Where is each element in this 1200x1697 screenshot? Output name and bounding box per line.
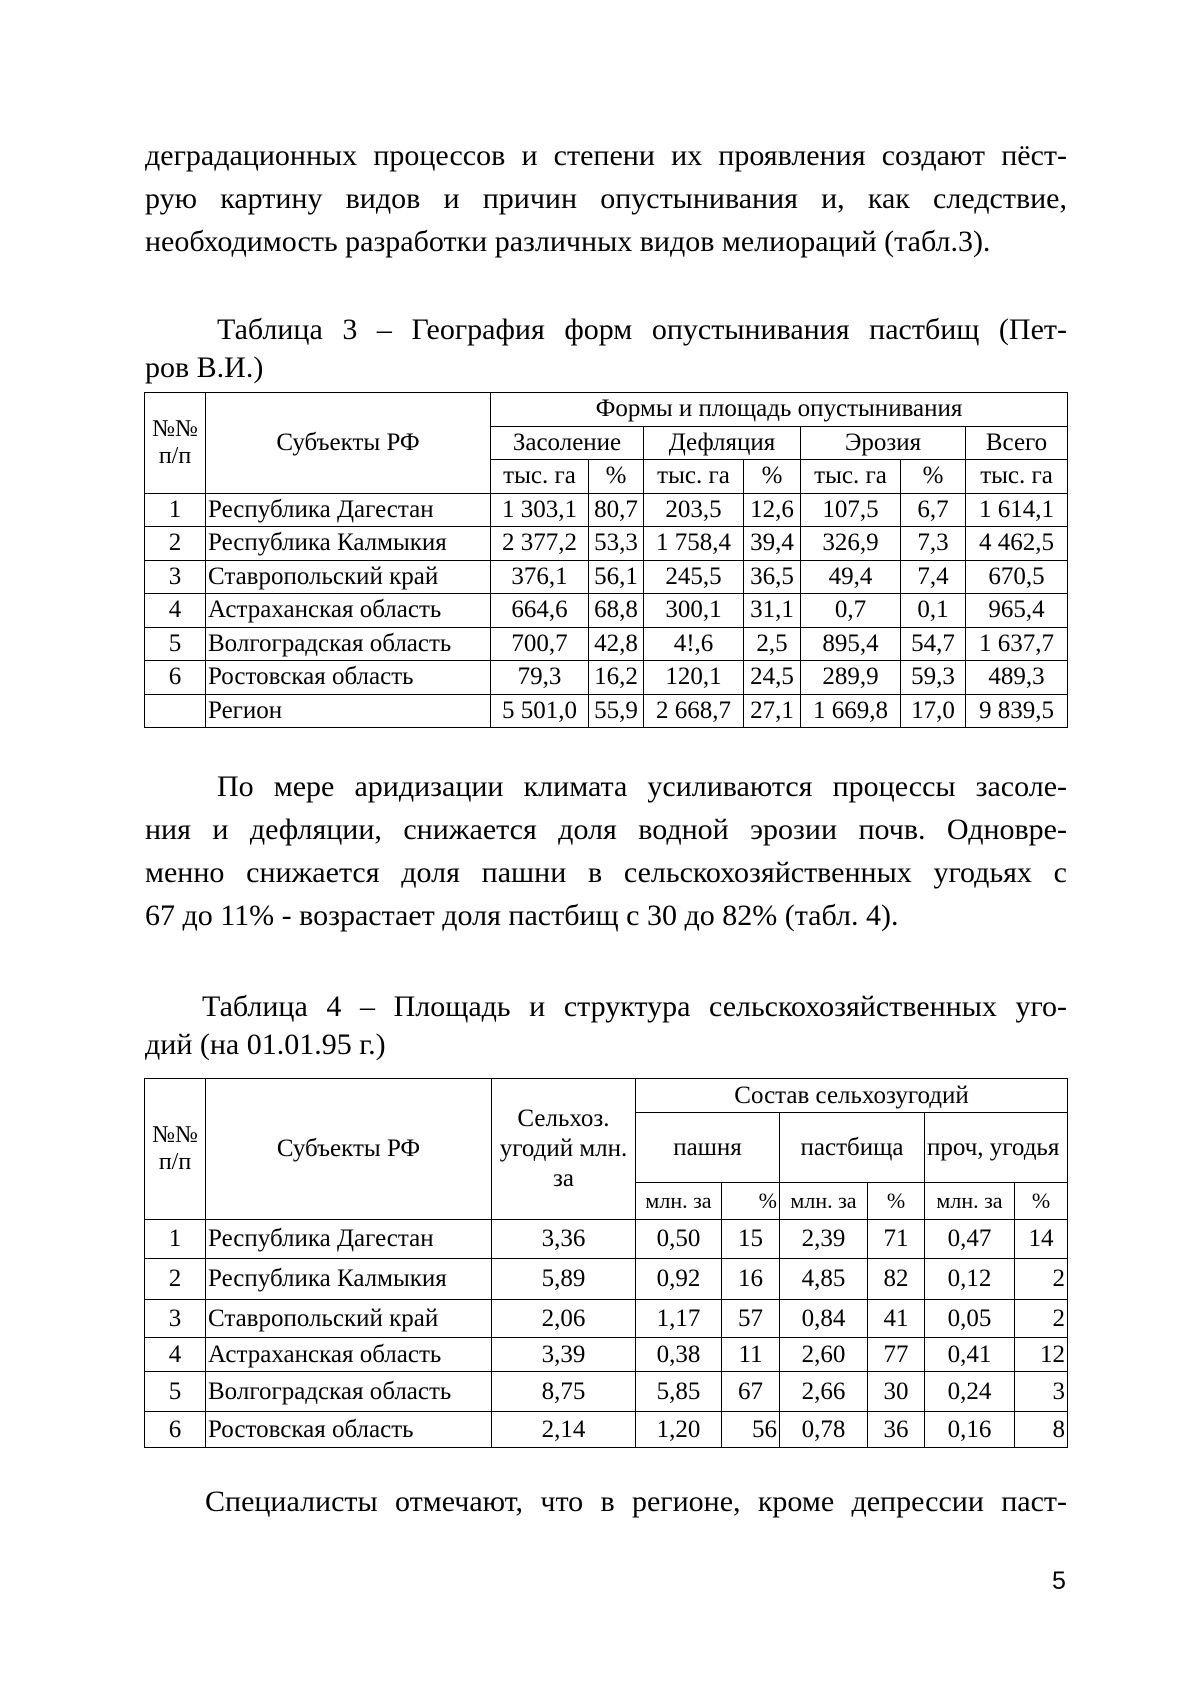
header-proch: проч, угодья xyxy=(925,1113,1068,1183)
cell-num xyxy=(145,694,206,728)
cell-value: 2,5 xyxy=(744,627,801,661)
table3-caption xyxy=(145,311,1067,387)
cell-value: 1 303,1 xyxy=(491,493,589,527)
cell-value: 39,4 xyxy=(744,527,801,561)
cell-value: 7,4 xyxy=(901,560,966,594)
header-num: №№ п/п xyxy=(145,1079,206,1220)
unit-cell: тыс. га xyxy=(966,460,1068,494)
cell-value: 0,12 xyxy=(925,1259,1015,1300)
caption-line: дий (на 01.01.95 г.) xyxy=(145,1028,386,1061)
cell-value: 120,1 xyxy=(644,661,744,695)
pct-cell: % xyxy=(722,1183,780,1220)
cell-value: 27,1 xyxy=(744,694,801,728)
page-number: 5 xyxy=(1052,1567,1066,1595)
cell-value: 5,85 xyxy=(636,1372,722,1412)
table-row xyxy=(145,1372,1068,1412)
cell-num: 1 xyxy=(145,493,206,527)
cell-value: 3,36 xyxy=(492,1220,636,1259)
header-deflyaciya: Дефляция xyxy=(644,426,801,460)
pct-cell: % xyxy=(868,1183,925,1220)
cell-value: 4,85 xyxy=(780,1259,868,1300)
cell-value: 55,9 xyxy=(589,694,644,728)
cell-value: 30 xyxy=(868,1372,925,1412)
cell-subject: Республика Калмыкия xyxy=(206,527,491,561)
cell-num: 2 xyxy=(145,1259,206,1300)
cell-subject: Регион xyxy=(206,694,491,728)
cell-value: 41 xyxy=(868,1300,925,1338)
cell-value: 376,1 xyxy=(491,560,589,594)
cell-value: 36 xyxy=(868,1412,925,1448)
header-zasolenie: Засоление xyxy=(491,426,644,460)
cell-value: 56 xyxy=(722,1412,780,1448)
cell-subject: Астраханская область xyxy=(206,594,491,628)
table4-header-row xyxy=(145,1079,1068,1113)
cell-value: 71 xyxy=(868,1220,925,1259)
text-line: рую картину видов и причин опустынивания и, как следствие, xyxy=(145,182,1067,215)
cell-value: 0,38 xyxy=(636,1338,722,1372)
cell-value: 0,05 xyxy=(925,1300,1015,1338)
cell-value: 0,7 xyxy=(801,594,901,628)
unit-cell: тыс. га xyxy=(491,460,589,494)
cell-value: 289,9 xyxy=(801,661,901,695)
cell-value: 16 xyxy=(722,1259,780,1300)
cell-value: 1,20 xyxy=(636,1412,722,1448)
cell-num: 4 xyxy=(145,1338,206,1372)
cell-value: 0,78 xyxy=(780,1412,868,1448)
table-row-total xyxy=(145,694,1068,728)
cell-value: 14 xyxy=(1015,1220,1068,1259)
cell-value: 2,66 xyxy=(780,1372,868,1412)
cell-subject: Астраханская область xyxy=(206,1338,492,1372)
cell-value: 82 xyxy=(868,1259,925,1300)
cell-num: 2 xyxy=(145,527,206,561)
table-row xyxy=(145,1338,1068,1372)
cell-value: 3 xyxy=(1015,1372,1068,1412)
cell-num: 6 xyxy=(145,661,206,695)
cell-value: 670,5 xyxy=(966,560,1068,594)
pct-cell: % xyxy=(744,460,801,494)
cell-value: 2,39 xyxy=(780,1220,868,1259)
cell-value: 2,14 xyxy=(492,1412,636,1448)
cell-subject: Волгоградская область xyxy=(206,627,491,661)
cell-value: 49,4 xyxy=(801,560,901,594)
cell-subject: Республика Калмыкия xyxy=(206,1259,492,1300)
cell-value: 7,3 xyxy=(901,527,966,561)
table-row xyxy=(145,493,1068,527)
cell-value: 3,39 xyxy=(492,1338,636,1372)
text-line: Специалисты отмечают, что в регионе, кроме депрессии паст- xyxy=(205,1485,1067,1518)
cell-value: 1 614,1 xyxy=(966,493,1068,527)
header-composition-group: Состав сельхозугодий xyxy=(636,1079,1068,1113)
cell-value: 2 668,7 xyxy=(644,694,744,728)
cell-value: 2 xyxy=(1015,1259,1068,1300)
cell-value: 0,41 xyxy=(925,1338,1015,1372)
cell-value: 1 669,8 xyxy=(801,694,901,728)
table3 xyxy=(144,392,1068,728)
header-forms-group: Формы и площадь опустынивания xyxy=(491,393,1068,427)
cell-value: 56,1 xyxy=(589,560,644,594)
cell-value: 2 377,2 xyxy=(491,527,589,561)
cell-value: 77 xyxy=(868,1338,925,1372)
cell-value: 79,3 xyxy=(491,661,589,695)
header-pashnya: пашня xyxy=(636,1113,780,1183)
caption-line: Таблица 3 – География форм опустынивания пастбищ (Пет- xyxy=(217,313,1067,346)
pct-cell: % xyxy=(589,460,644,494)
cell-value: 16,2 xyxy=(589,661,644,695)
cell-value: 0,84 xyxy=(780,1300,868,1338)
cell-value: 2,60 xyxy=(780,1338,868,1372)
cell-value: 17,0 xyxy=(901,694,966,728)
text-line: необходимость разработки различных видов мелиораций (табл.3). xyxy=(145,225,991,258)
cell-value: 0,47 xyxy=(925,1220,1015,1259)
text-line: менно снижается доля пашни в сельскохозяйственных угодьях с xyxy=(145,856,1067,889)
header-vsego: Всего xyxy=(966,426,1068,460)
cell-value: 1 637,7 xyxy=(966,627,1068,661)
cell-value: 245,5 xyxy=(644,560,744,594)
cell-value: 68,8 xyxy=(589,594,644,628)
cell-value: 0,92 xyxy=(636,1259,722,1300)
cell-value: 1,17 xyxy=(636,1300,722,1338)
cell-num: 1 xyxy=(145,1220,206,1259)
cell-subject: Республика Дагестан xyxy=(206,1220,492,1259)
table-row xyxy=(145,1220,1068,1259)
cell-value: 5 501,0 xyxy=(491,694,589,728)
table-row xyxy=(145,1300,1068,1338)
cell-value: 700,7 xyxy=(491,627,589,661)
cell-subject: Республика Дагестан xyxy=(206,493,491,527)
cell-value: 5,89 xyxy=(492,1259,636,1300)
cell-value: 12,6 xyxy=(744,493,801,527)
table-row xyxy=(145,594,1068,628)
cell-subject: Ростовская область xyxy=(206,1412,492,1448)
unit-cell: тыс. га xyxy=(801,460,901,494)
header-total: Сельхоз. угодий млн. за xyxy=(492,1079,636,1220)
table-row xyxy=(145,661,1068,695)
cell-value: 0,24 xyxy=(925,1372,1015,1412)
cell-num: 4 xyxy=(145,594,206,628)
cell-value: 53,3 xyxy=(589,527,644,561)
cell-value: 895,4 xyxy=(801,627,901,661)
cell-value: 664,6 xyxy=(491,594,589,628)
cell-value: 0,50 xyxy=(636,1220,722,1259)
cell-value: 59,3 xyxy=(901,661,966,695)
header-subject: Субъекты РФ xyxy=(206,1079,492,1220)
cell-value: 0,16 xyxy=(925,1412,1015,1448)
cell-value: 4 462,5 xyxy=(966,527,1068,561)
text-line: деградационных процессов и степени их проявления создают пёст- xyxy=(145,139,1067,172)
paragraph-specialists xyxy=(145,1480,1067,1523)
paragraph-intro xyxy=(145,134,1067,263)
cell-value: 107,5 xyxy=(801,493,901,527)
header-subject: Субъекты РФ xyxy=(206,393,491,494)
cell-value: 36,5 xyxy=(744,560,801,594)
cell-value: 9 839,5 xyxy=(966,694,1068,728)
cell-value: 15 xyxy=(722,1220,780,1259)
cell-num: 3 xyxy=(145,560,206,594)
cell-num: 6 xyxy=(145,1412,206,1448)
cell-value: 12 xyxy=(1015,1338,1068,1372)
cell-value: 6,7 xyxy=(901,493,966,527)
cell-value: 326,9 xyxy=(801,527,901,561)
cell-num: 3 xyxy=(145,1300,206,1338)
cell-value: 80,7 xyxy=(589,493,644,527)
cell-value: 8,75 xyxy=(492,1372,636,1412)
unit-cell: тыс. га xyxy=(644,460,744,494)
table4-caption xyxy=(145,988,1067,1064)
cell-value: 8 xyxy=(1015,1412,1068,1448)
cell-subject: Волгоградская область xyxy=(206,1372,492,1412)
cell-subject: Ставропольский край xyxy=(206,1300,492,1338)
paragraph-aridization xyxy=(145,765,1067,937)
header-eroziya: Эрозия xyxy=(801,426,966,460)
text-line: По мере аридизации климата усиливаются процессы засоле- xyxy=(217,770,1067,803)
cell-value: 11 xyxy=(722,1338,780,1372)
cell-value: 54,7 xyxy=(901,627,966,661)
cell-value: 42,8 xyxy=(589,627,644,661)
cell-value: 965,4 xyxy=(966,594,1068,628)
unit-cell: млн. за xyxy=(636,1183,722,1220)
table3-header-row xyxy=(145,393,1068,427)
header-num: №№ п/п xyxy=(145,393,206,494)
cell-num: 5 xyxy=(145,627,206,661)
cell-value: 0,1 xyxy=(901,594,966,628)
caption-line: Таблица 4 – Площадь и структура сельскохозяйственных уго- xyxy=(202,990,1067,1023)
pct-cell: % xyxy=(1015,1183,1068,1220)
cell-subject: Ростовская область xyxy=(206,661,491,695)
text-line: ния и дефляции, снижается доля водной эрозии почв. Одновре- xyxy=(145,813,1067,846)
cell-value: 4!,6 xyxy=(644,627,744,661)
cell-value: 2,06 xyxy=(492,1300,636,1338)
caption-line: ров В.И.) xyxy=(145,351,264,384)
header-pastbishcha: пастбища xyxy=(780,1113,925,1183)
table4 xyxy=(144,1078,1068,1448)
cell-value: 31,1 xyxy=(744,594,801,628)
cell-value: 24,5 xyxy=(744,661,801,695)
cell-value: 489,3 xyxy=(966,661,1068,695)
text-line: 67 до 11% - возрастает доля пастбищ с 30 до 82% (табл. 4). xyxy=(145,899,899,932)
unit-cell: млн. за xyxy=(925,1183,1015,1220)
table-row xyxy=(145,527,1068,561)
cell-value: 67 xyxy=(722,1372,780,1412)
cell-num: 5 xyxy=(145,1372,206,1412)
table-row xyxy=(145,1259,1068,1300)
unit-cell: млн. за xyxy=(780,1183,868,1220)
pct-cell: % xyxy=(901,460,966,494)
table-row xyxy=(145,627,1068,661)
table-row xyxy=(145,560,1068,594)
cell-subject: Ставропольский край xyxy=(206,560,491,594)
cell-value: 300,1 xyxy=(644,594,744,628)
cell-value: 2 xyxy=(1015,1300,1068,1338)
cell-value: 203,5 xyxy=(644,493,744,527)
cell-value: 1 758,4 xyxy=(644,527,744,561)
cell-value: 57 xyxy=(722,1300,780,1338)
table-row xyxy=(145,1412,1068,1448)
